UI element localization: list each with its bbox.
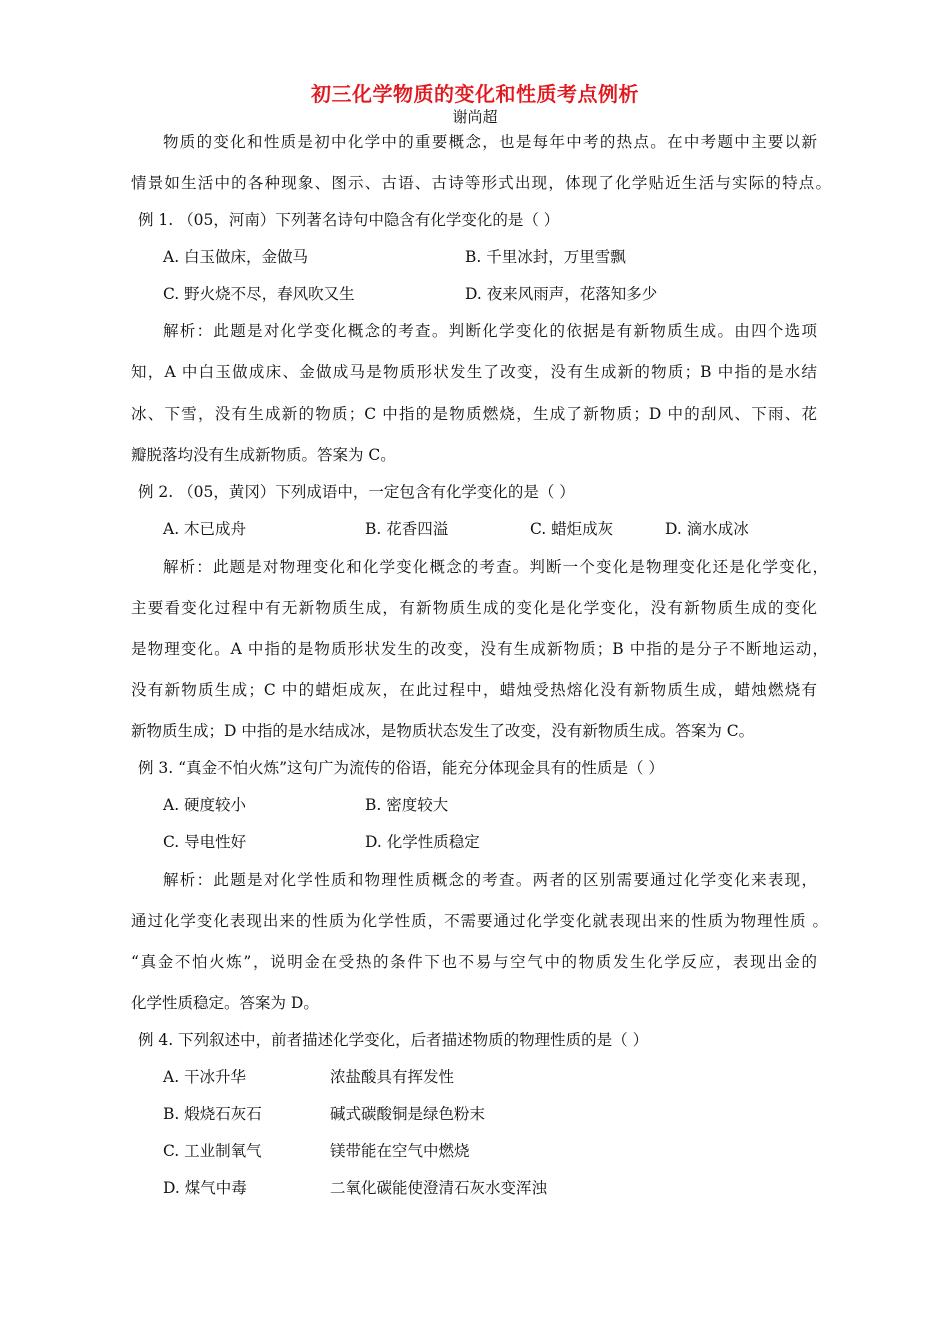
example-2-analysis-line: 是物理变化。A 中指的是物质形状发生的改变，没有生成新物质；B 中指的是分子不断地运动， xyxy=(131,640,828,658)
example-2-question: 例 2. （05，黄冈）下列成语中，一定包含有化学变化的是（ ） xyxy=(138,483,575,501)
example-4-option-a: A. 干冰升华 xyxy=(163,1068,247,1086)
example-2-analysis-line: 解析：此题是对物理变化和化学变化概念的考查。判断一个变化是物理变化还是化学变化， xyxy=(163,558,828,576)
example-3-option-a: A. 硬度较小 xyxy=(163,796,247,814)
example-2-analysis-line: 没有新物质生成；C 中的蜡炬成灰，在此过程中，蜡烛受热熔化没有新物质生成，蜡烛燃烧有 xyxy=(131,681,817,699)
example-4-option-a-property: 浓盐酸具有挥发性 xyxy=(330,1068,455,1086)
author-name: 谢尚超 xyxy=(452,108,498,126)
example-4-option-c-property: 镁带能在空气中燃烧 xyxy=(330,1142,470,1160)
example-1-option-c: C. 野火烧不尽，春风吹又生 xyxy=(163,285,355,303)
example-1-question: 例 1. （05，河南）下列著名诗句中隐含有化学变化的是（ ） xyxy=(138,211,560,229)
example-4-option-b: B. 煅烧石灰石 xyxy=(163,1105,262,1123)
example-2-analysis-line: 主要看变化过程中有无新物质生成，有新物质生成的变化是化学变化，没有新物质生成的变化 xyxy=(131,599,817,617)
example-4-option-b-property: 碱式碳酸铜是绿色粉末 xyxy=(330,1105,486,1123)
example-4-option-c: C. 工业制氧气 xyxy=(163,1142,262,1160)
example-1-option-b: B. 千里冰封，万里雪飘 xyxy=(465,248,626,266)
document-title: 初三化学物质的变化和性质考点例析 xyxy=(311,82,639,106)
example-3-analysis-line: 通过化学变化表现出来的性质为化学性质，不需要通过化学变化就表现出来的性质为物理性质 。 xyxy=(131,912,828,930)
example-4-option-d: D. 煤气中毒 xyxy=(163,1179,247,1197)
example-1-analysis-line: 瓣脱落均没有生成新物质。答案为 C。 xyxy=(131,446,396,464)
example-3-analysis-line: 化学性质稳定。答案为 D。 xyxy=(131,994,319,1012)
example-3-option-b: B. 密度较大 xyxy=(365,796,449,814)
example-1-analysis-line: 冰、下雪，没有生成新的物质；C 中指的是物质燃烧，生成了新物质；D 中的刮风、下雨、花 xyxy=(131,405,817,423)
example-3-analysis-line: “真金不怕火炼”，说明金在受热的条件下也不易与空气中的物质发生化学反应，表现出金的 xyxy=(131,953,817,971)
example-2-option-d: D. 滴水成冰 xyxy=(665,520,749,538)
example-3-question: 例 3. “真金不怕火炼”这句广为流传的俗语，能充分体现金具有的性质是（ ） xyxy=(138,759,664,777)
example-2-option-b: B. 花香四溢 xyxy=(365,520,449,538)
example-4-option-d-property: 二氧化碳能使澄清石灰水变浑浊 xyxy=(330,1179,548,1197)
example-1-option-d: D. 夜来风雨声，花落知多少 xyxy=(465,285,658,303)
example-3-option-d: D. 化学性质稳定 xyxy=(365,833,480,851)
example-1-option-a: A. 白玉做床，金做马 xyxy=(163,248,309,266)
example-4-question: 例 4. 下列叙述中，前者描述化学变化，后者描述物质的物理性质的是（ ） xyxy=(138,1031,649,1049)
example-1-analysis-line: 知，A 中白玉做成床、金做成马是物质形状发生了改变，没有生成新的物质；B 中指的是水结 xyxy=(131,363,817,381)
example-2-option-c: C. 蜡炬成灰 xyxy=(530,520,614,538)
intro-line-1: 物质的变化和性质是初中化学中的重要概念，也是每年中考的热点。在中考题中主要以新 xyxy=(163,133,817,151)
intro-line-2: 情景如生活中的各种现象、图示、古语、古诗等形式出现，体现了化学贴近生活与实际的特点。 xyxy=(131,174,831,192)
example-2-analysis-line: 新物质生成；D 中指的是水结成冰，是物质状态发生了改变，没有新物质生成。答案为 C。 xyxy=(131,722,755,740)
example-3-analysis-line: 解析：此题是对化学性质和物理性质概念的考查。两者的区别需要通过化学变化来表现， xyxy=(163,871,817,889)
example-2-option-a: A. 木已成舟 xyxy=(163,520,247,538)
example-1-analysis-line: 解析：此题是对化学变化概念的考查。判断化学变化的依据是有新物质生成。由四个选项 xyxy=(163,322,817,340)
example-3-option-c: C. 导电性好 xyxy=(163,833,247,851)
